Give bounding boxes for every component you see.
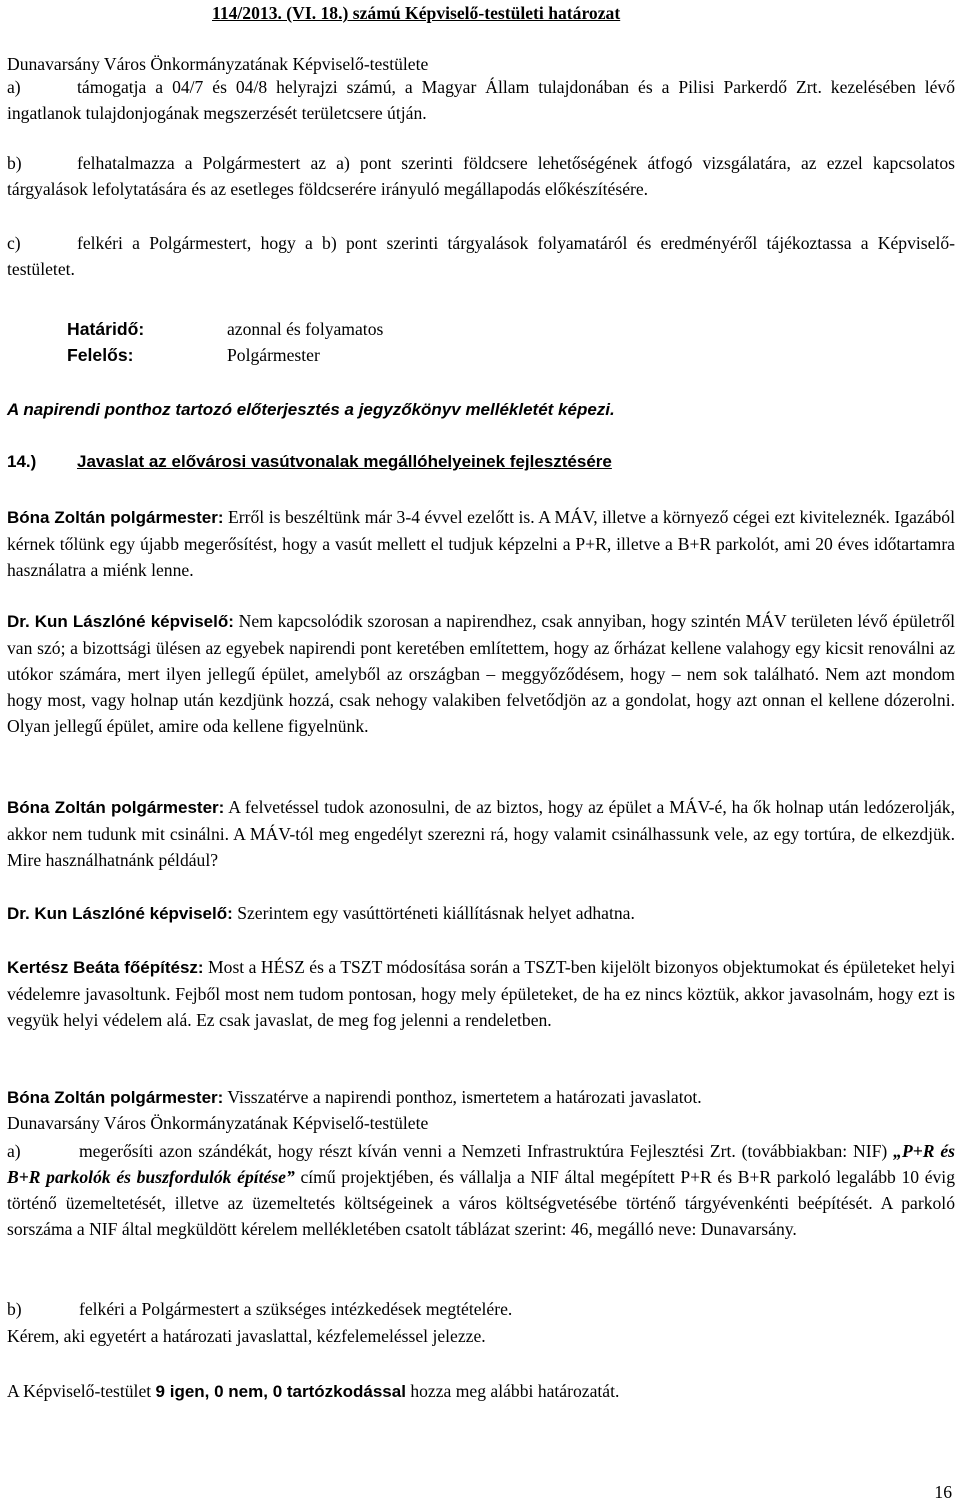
speech-text: A felvetéssel tudok azonosulni, de az biztos, hogy az épület a MÁV-é, ha ők holnap után ledózerolják, akkor nem tudunk mit csinálni. A MÁV-tól meg engedélyt szerezni rá, hogy valamit csinálhassunk vele, az egy tortúra, de elkezdjük. Mire használhatnánk például? — [7, 797, 955, 870]
speech-4 — [7, 900, 955, 927]
vote-result-line — [7, 1378, 955, 1405]
proposal-point-a — [7, 1138, 955, 1242]
point-c-text: felkéri a Polgármestert, hogy a b) pont szerinti tárgyalások folyamatáról és eredményéről tájékoztassa a Képviselő-testületet. — [7, 233, 955, 279]
speech-1 — [7, 504, 955, 583]
proposal-b-label: b) — [7, 1299, 22, 1319]
proposal-b-text: felkéri a Polgármestert a szükséges intézkedések megtételére. — [79, 1299, 513, 1319]
proposal-point-b — [7, 1296, 955, 1322]
point-a-label: a) — [7, 77, 21, 97]
page-number: 16 — [934, 1482, 952, 1502]
speaker-name: Kertész Beáta főépítész: — [7, 958, 204, 977]
proposal-a-text-2: című projektjében, és vállalja a NIF által megépített P+R és B+R parkoló legalább 10 évig történő üzemeltetését, illetve az üzemeltetés költségeinek a város költségvetésébe történő tárgyévenkénti beépítését. A parkoló sorszáma a NIF által megküldött kérelem mellékletében csatolt táblázat szerint: 46, megálló neve: Dunavarsány. — [7, 1167, 955, 1239]
deadline-label: Határidő: — [67, 319, 145, 339]
speech-6 — [7, 1084, 955, 1111]
speaker-name: Dr. Kun Lászlóné képviselő: — [7, 612, 234, 631]
speech-text: Szerintem egy vasúttörténeti kiállításnak helyet adhatna. — [237, 903, 635, 923]
point-c-label: c) — [7, 233, 21, 253]
project-title: „P+R és B+R parkolók és buszfordulók építése” — [7, 1141, 955, 1187]
speech-3 — [7, 794, 955, 873]
vote-prefix: A Képviselő-testület — [7, 1381, 156, 1401]
speech-2 — [7, 608, 955, 739]
section-number: 14.) — [7, 452, 37, 471]
vote-suffix: hozza meg alábbi határozatát. — [405, 1381, 620, 1401]
attachment-note: A napirendi ponthoz tartozó előterjesztés a jegyzőkönyv mellékletét képezi. — [7, 400, 615, 419]
speech-text: Most a HÉSZ és a TSZT módosítása során a TSZT-ben kijelölt bizonyos objektumokat és épületeket helyi védelemre javasoltunk. Fejből most nem tudom pontosan, hogy mely épületeket, de ha ez nincs köztük, akkor javasolnám, hogy ezt is vegyük helyi védelem alá. Ez csak javaslat, de meg fog jelenni a rendeletben. — [7, 957, 955, 1030]
section-title: Javaslat az elővárosi vasútvonalak megállóhelyeinek fejlesztésére — [77, 452, 612, 471]
proposal-a-text-1: megerősíti azon szándékát, hogy részt kíván venni a Nemzeti Infrastruktúra Fejlesztési Zrt. (továbbiakban: NIF) — [79, 1141, 894, 1161]
speaker-name: Dr. Kun Lászlóné képviselő: — [7, 904, 233, 923]
speech-text: Nem kapcsolódik szorosan a napirendhez, csak annyiban, hogy szintén MÁV területen lévő épületről van szó; a bizottsági ülésen az egyebek napirendi pont keretében említettem, hogy az őrházat kellene valahogy egy kicsit renoválni az utókor számára, mert ilyen jellegű épület, amelyből az országban – meggyőződésem, hogy – nem sok található. Nem azt mondom hogy most, vagy holnap után kezdjünk hozzá, csak nehogy valakiben felvetődjön az a gondolat, hogy azt onnan el kellene dózerolni. Olyan jellegű épület, amire oda kellene figyelnünk. — [7, 611, 956, 736]
resolution-point-b — [7, 150, 955, 202]
resolution-point-a — [7, 74, 955, 126]
vote-request: Kérem, aki egyetért a határozati javaslattal, kézfelemeléssel jelezze. — [7, 1326, 486, 1346]
resolution-title: 114/2013. (VI. 18.) számú Képviselő-testületi határozat — [212, 3, 621, 23]
proposal-body-line: Dunavarsány Város Önkormányzatának Képviselő-testülete — [7, 1113, 429, 1133]
point-b-label: b) — [7, 153, 22, 173]
responsible-value: Polgármester — [227, 345, 320, 365]
speech-text: Erről is beszéltünk már 3-4 évvel ezelőtt is. A MÁV, illetve a környező cégei ezt kiviteleznék. Igazából kérnek tőlünk egy újabb megerősítést, hogy a vasút mellett el tudjuk képzelni a P+R, illetve a B+R parkolót, ami 20 éves időtartamra használatra a miénk lenne. — [7, 507, 955, 580]
speaker-name: Bóna Zoltán polgármester: — [7, 798, 225, 817]
speech-text: Visszatérve a napirendi ponthoz, ismertetem a határozati javaslatot. — [227, 1087, 702, 1107]
resolution-body-line: Dunavarsány Város Önkormányzatának Képviselő-testülete — [7, 54, 429, 74]
point-a-text: támogatja a 04/7 és 04/8 helyrajzi számú, a Magyar Állam tulajdonában és a Pilisi Parkerdő Zrt. kezelésében lévő ingatlanok tulajdonjogának megszerzését területcsere útján. — [7, 77, 955, 123]
responsible-label: Felelős: — [67, 345, 134, 365]
speaker-name: Bóna Zoltán polgármester: — [7, 1088, 224, 1107]
resolution-point-c — [7, 230, 955, 282]
deadline-value: azonnal és folyamatos — [227, 319, 384, 339]
speech-5 — [7, 954, 955, 1033]
speaker-name: Bóna Zoltán polgármester: — [7, 508, 224, 527]
point-b-text: felhatalmazza a Polgármestert az a) pont szerinti földcsere lehetőségének átfogó vizsgálatára, az ezzel kapcsolatos tárgyalások lefolytatására és az esetleges földcserére irányuló megállapodás előkészítésére. — [7, 153, 955, 199]
vote-result: 9 igen, 0 nem, 0 tartózkodással — [155, 1382, 406, 1401]
proposal-a-label: a) — [7, 1141, 21, 1161]
